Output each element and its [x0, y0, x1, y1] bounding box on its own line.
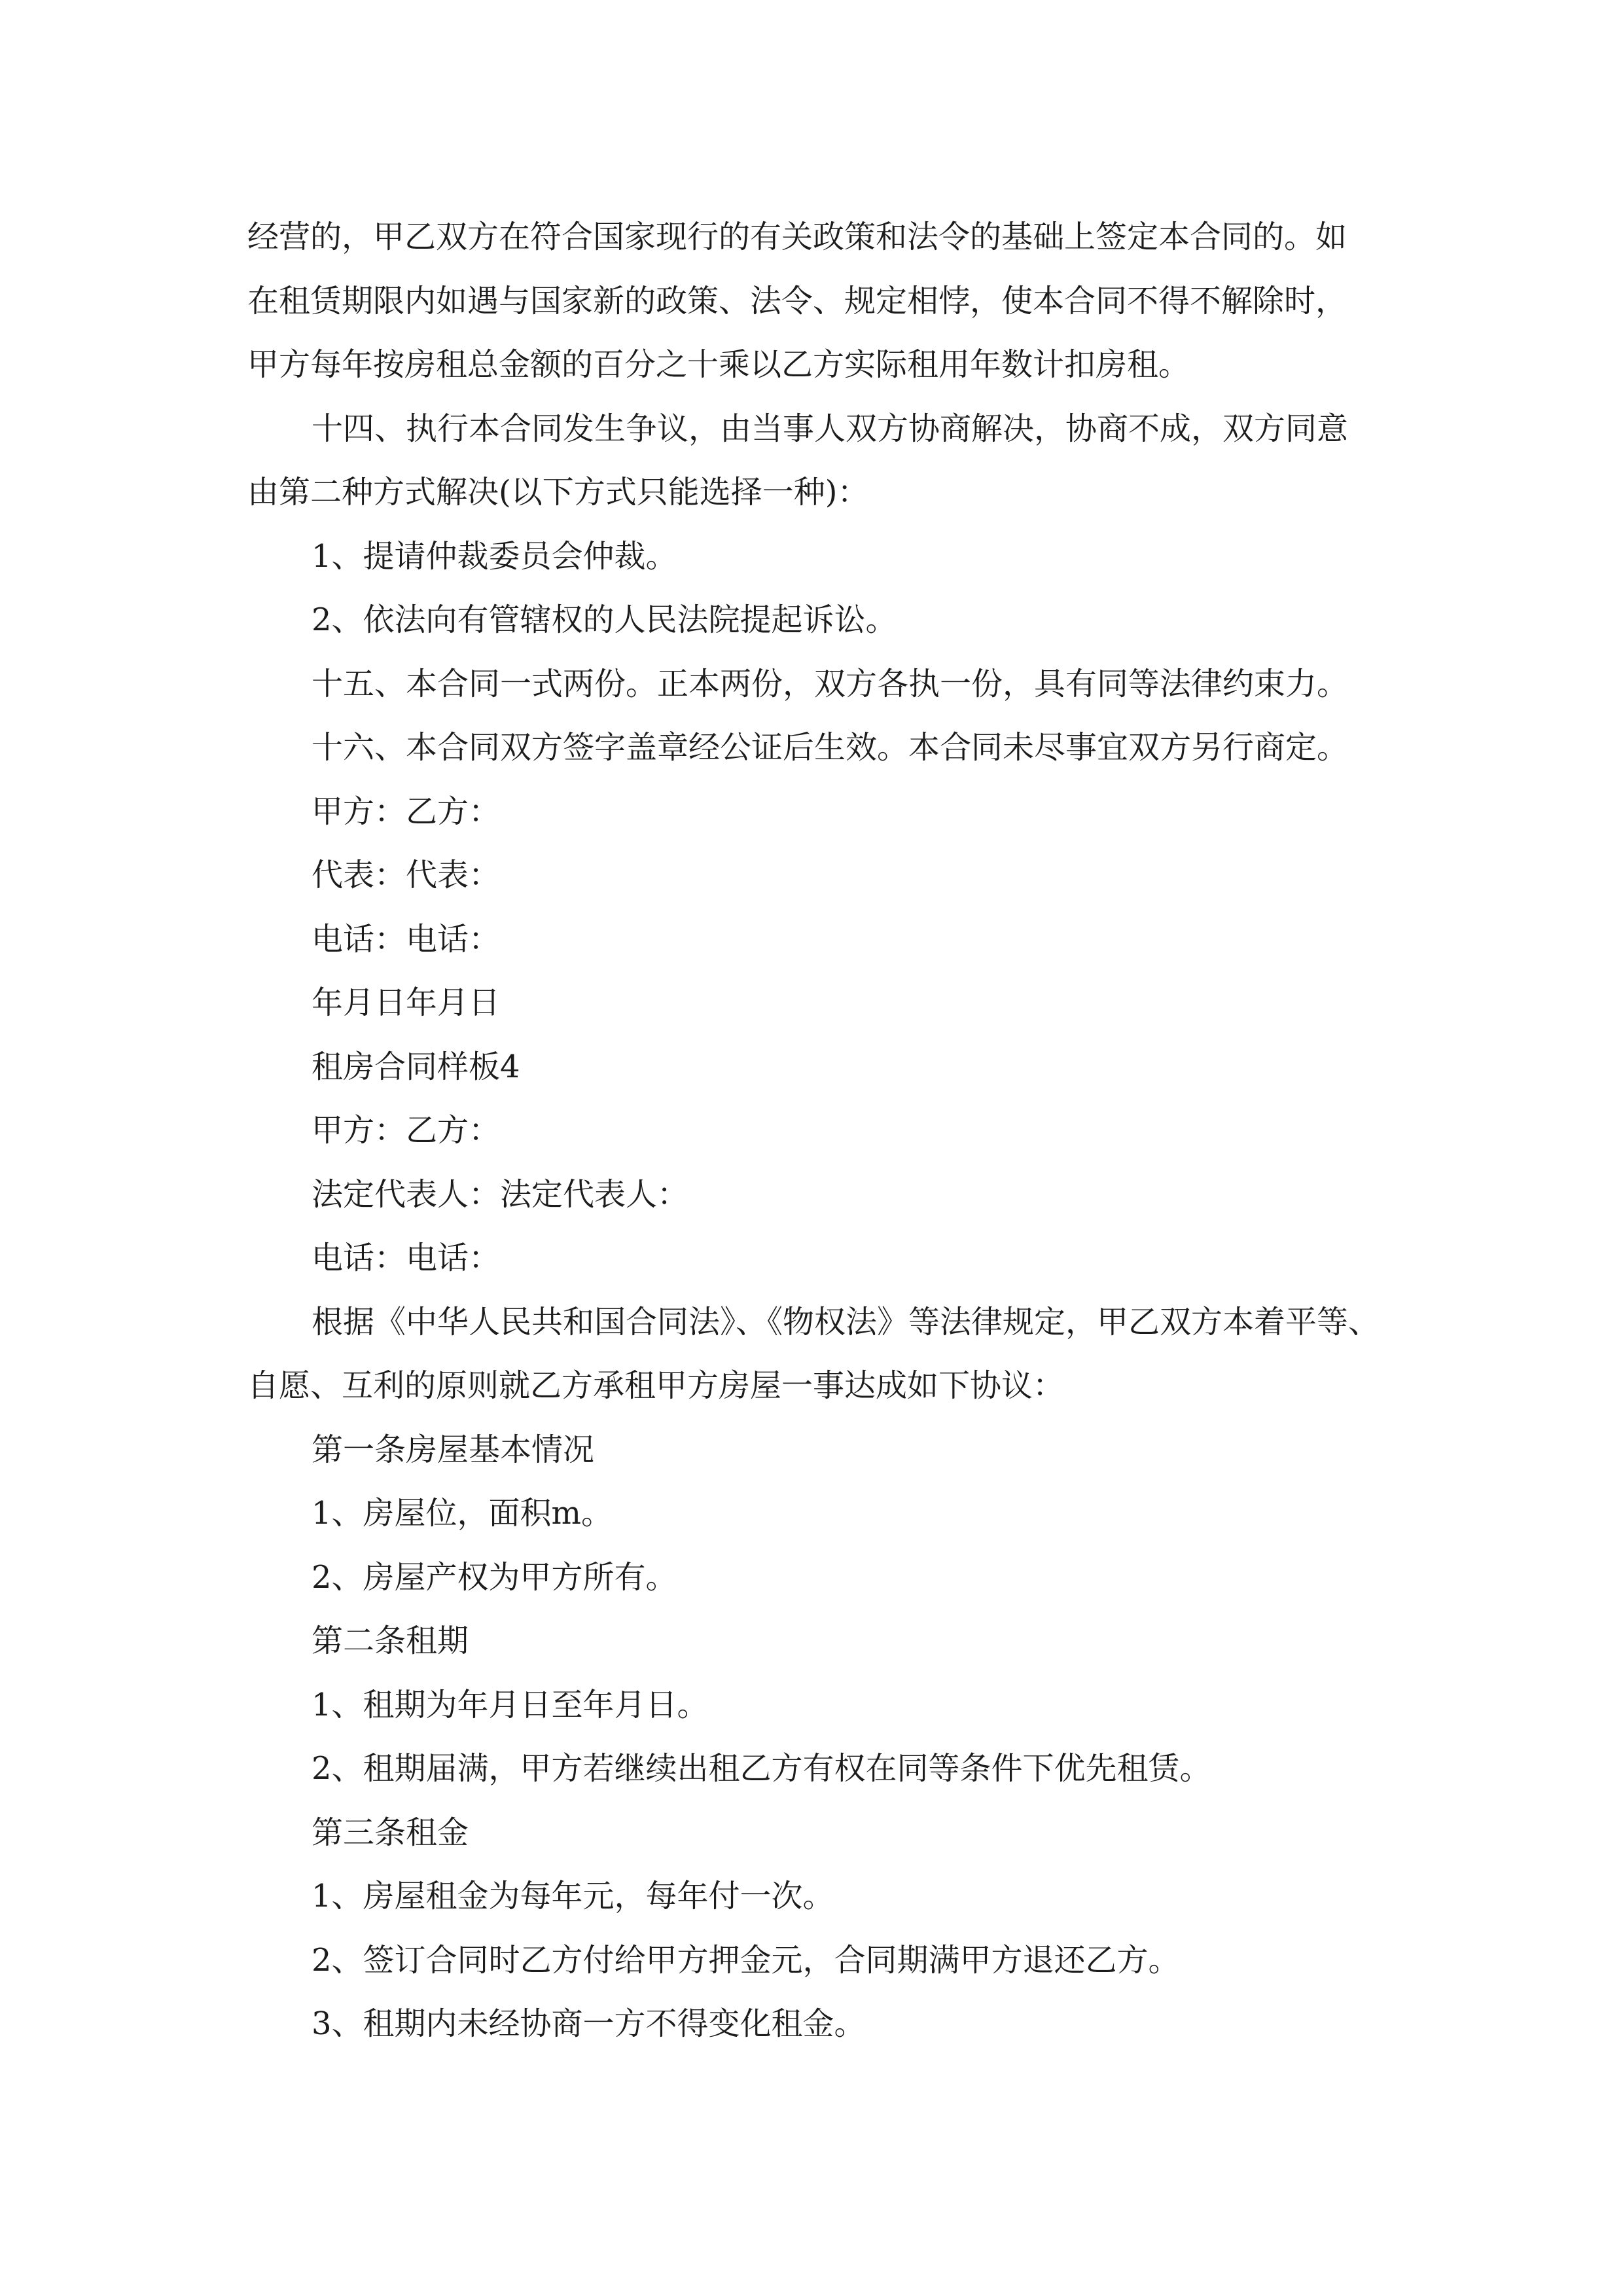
- list-item: 2、签订合同时乙方付给甲方押金元，合同期满甲方退还乙方。: [312, 1941, 1180, 1979]
- phone-line: 电话：电话：: [312, 1240, 501, 1276]
- article-heading: 第一条房屋基本情况: [312, 1431, 595, 1468]
- signature-dates: 年月日年月日: [312, 984, 501, 1021]
- text-line: 经营的，甲乙双方在符合国家现行的有关政策和法令的基础上签定本合同的。如: [247, 219, 1347, 255]
- list-item: 1、租期为年月日至年月日。: [312, 1686, 709, 1723]
- document-body: [247, 206, 1399, 2056]
- party-line: 甲方：乙方：: [312, 1112, 501, 1149]
- text-line: 由第二种方式解决(以下方式只能选择一种)：: [247, 474, 869, 511]
- text-line: 甲方每年按房租总金额的百分之十乘以乙方实际租用年数计扣房租。: [247, 346, 1190, 383]
- clause-14: 十四、执行本合同发生争议，由当事人双方协商解决，协商不成，双方同意: [312, 410, 1349, 447]
- clause-15: 十五、本合同一式两份。正本两份，双方各执一份，具有同等法律约束力。: [312, 665, 1349, 702]
- list-item: 1、房屋位，面积m。: [312, 1495, 613, 1532]
- list-item: 2、租期届满，甲方若继续出租乙方有权在同等条件下优先租赁。: [312, 1750, 1211, 1787]
- list-item: 2、房屋产权为甲方所有。: [312, 1558, 677, 1596]
- list-item: 1、提请仲裁委员会仲裁。: [312, 537, 677, 575]
- clause-16: 十六、本合同双方签字盖章经公证后生效。本合同未尽事宜双方另行商定。: [312, 729, 1349, 766]
- article-heading: 第二条租期: [312, 1623, 469, 1659]
- text-line: 在租赁期限内如遇与国家新的政策、法令、规定相悖，使本合同不得不解除时，: [247, 282, 1347, 319]
- list-item: 3、租期内未经协商一方不得变化租金。: [312, 2005, 866, 2042]
- list-item: 1、房屋租金为每年元，每年付一次。: [312, 1878, 834, 1914]
- list-item: 2、依法向有管辖权的人民法院提起诉讼。: [312, 601, 897, 638]
- article-heading: 第三条租金: [312, 1814, 469, 1851]
- signature-parties: 甲方：乙方：: [312, 793, 501, 830]
- legal-representative-line: 法定代表人：法定代表人：: [312, 1175, 689, 1213]
- signature-phones: 电话：电话：: [312, 920, 501, 958]
- preamble: 根据《中华人民共和国合同法》、《物权法》等法律规定，甲乙双方本着平等、: [312, 1303, 1380, 1340]
- preamble-continued: 自愿、互利的原则就乙方承租甲方房屋一事达成如下协议：: [247, 1367, 1065, 1404]
- section-title: 租房合同样板4: [312, 1048, 520, 1085]
- signature-representatives: 代表：代表：: [312, 857, 501, 893]
